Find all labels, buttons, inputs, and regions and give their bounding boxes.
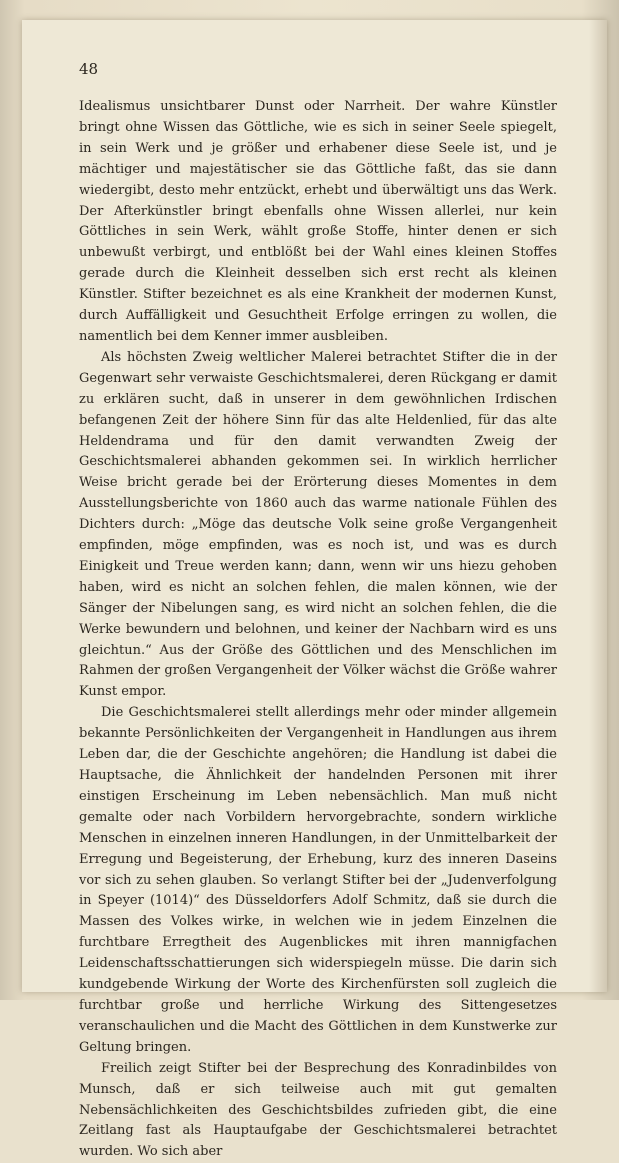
body-text: [79, 97, 557, 1163]
paragraph-1: Idealismus unsichtbarer Dunst oder Narrheit. Der wahre Künstler bringt ohne Wissen das Göttliche, wie es sich in seiner Seele spiegelt, in sein Werk und je größer und erhabener diese Seele ist, und je mächtiger und majestätischer sie das Göttliche faßt, das sie dann wiedergibt, desto mehr entzückt, erhebt und überwältigt uns das Werk. Der Afterkünstler bringt ebenfalls ohne Wissen allerlei, nur kein Göttliches in sein Werk, wählt große Stoffe, hinter denen er sich unbewußt verbirgt, und entblößt bei der Wahl eines kleinen Stoffes gerade durch die Kleinheit desselben sich erst recht als kleinen Künstler. Stifter bezeichnet es als eine Krankheit der modernen Kunst, durch Auffälligkeit und Gesuchtheit Erfolge erringen zu wollen, die namentlich bei dem Kenner immer ausbleiben.: [79, 99, 557, 344]
page-edge-shadow: [589, 20, 607, 992]
paragraph-4: Freilich zeigt Stifter bei der Besprechung des Konradinbildes von Munsch, daß er sich teilweise auch mit gut gemalten Nebensächlichkeiten des Geschichtsbildes zufrieden gibt, die eine Zeitlang fast als Hauptaufgabe der Geschichtsmalerei betrachtet wurden. Wo sich aber: [79, 1060, 557, 1160]
paragraph-2: Als höchsten Zweig weltlicher Malerei betrachtet Stifter die in der Gegenwart sehr verwaiste Geschichtsmalerei, deren Rückgang er damit zu erklären sucht, daß in unserer in dem gewöhnlichen Irdischen befangenen Zeit der höhere Sinn für das alte Heldenlied, für das alte Heldendrama und für den damit verwandten Zweig der Geschichtsmalerei abhanden gekommen sei. In wirklich herrlicher Weise bricht gerade bei der Erörterung dieses Momentes in dem Ausstellungsberichte von 1860 auch das warme nationale Fühlen des Dichters durch: „Möge das deutsche Volk seine große Vergangenheit empfinden, möge empfinden, was es noch ist, und was es durch Einigkeit und Treue werden kann; dann, wenn wir uns hiezu gehoben haben, wird es nicht an solchen fehlen, die malen können, wie der Sänger der Nibelungen sang, es wird nicht an solchen fehlen, die die Werke bewundern und belohnen, und keiner der Nachbarn wird es uns gleichtun.“ Aus der Größe des Göttlichen und des Menschlichen im Rahmen der großen Vergangenheit der Völker wächst die Größe wahrer Kunst empor.: [79, 349, 557, 700]
page-number: 48: [79, 60, 99, 78]
paragraph-3: Die Geschichtsmalerei stellt allerdings mehr oder minder allgemein bekannte Persönlichkeiten der Vergangenheit in Handlungen aus ihrem Leben dar, die der Geschichte angehören; die Handlung ist dabei die Hauptsache, die Ähnlichkeit der handelnden Personen mit ihrer einstigen Erscheinung im Leben nebensächlich. Man muß nicht gemalte oder nach Vorbildern hervorgebrachte, sondern wirkliche Menschen in einzelnen inneren Handlungen, in der Unmittelbarkeit der Erregung und Begeisterung, der Erhebung, kurz des inneren Daseins vor sich zu sehen glauben. So verlangt Stifter bei der „Judenverfolgung in Speyer (1014)“ des Düsseldorfers Adolf Schmitz, daß sie durch die Massen des Volkes wirke, in welchen wie in jedem Einzelnen die furchtbare Erregtheit des Augenblickes mit ihren mannigfachen Leidenschaftsschattierungen sich widerspiegeln müsse. Die darin sich kundgebende Wirkung der Worte des Kirchenfürsten soll zugleich die furchtbar große und herrliche Wirkung des Sittengesetzes veranschaulichen und die Macht des Göttlichen in dem Kunstwerke zur Geltung bringen.: [79, 705, 557, 1055]
